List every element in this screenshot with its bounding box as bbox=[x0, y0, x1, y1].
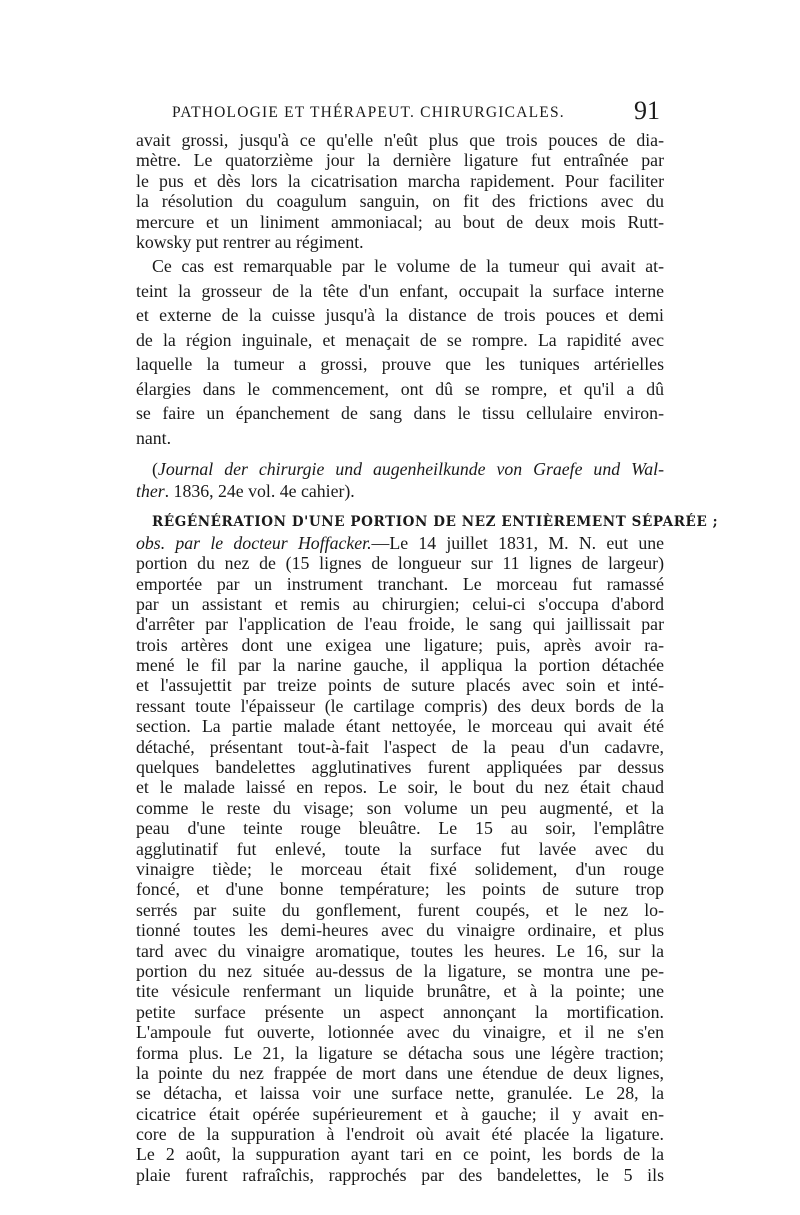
text-line: plaie furent rafraîchis, rapprochés par des bandelettes, le 5 ils bbox=[136, 1164, 664, 1185]
text-line: mètre. Le quatorzième jour la dernière ligature fut entraînée par bbox=[136, 150, 664, 171]
observation-author: obs. par le docteur Hoffacker. bbox=[136, 532, 372, 553]
text-line: élargies dans le commencement, ont dû se rompre, et qu'il a dû bbox=[136, 378, 664, 399]
text-line: teint la grosseur de la tête d'un enfant, occupait la surface interne bbox=[136, 280, 664, 301]
text-line: et l'assujettit par treize points de suture placés avec soin et inté- bbox=[136, 675, 664, 696]
text-line: mercure et un liniment ammoniacal; au bout de deux mois Rutt- bbox=[136, 211, 664, 232]
observation-start: —Le 14 juillet 1831, M. N. eut une bbox=[371, 532, 664, 553]
text-line: Ce cas est remarquable par le volume de la tumeur qui avait at- bbox=[152, 256, 664, 277]
text-line: comme le reste du visage; son volume un peu augmenté, et la bbox=[136, 797, 664, 818]
citation bbox=[136, 458, 664, 502]
running-header bbox=[138, 96, 660, 126]
paragraph-2 bbox=[136, 254, 664, 450]
text-line: et le malade laissé en repos. Le soir, le bout du nez était chaud bbox=[136, 777, 664, 798]
text-line: nant. bbox=[136, 427, 172, 448]
text-line: agglutinatif fut enlevé, toute la surface fut lavée avec du bbox=[136, 838, 664, 859]
text-line: de la région inguinale, et menaçait de se rompre. La rapidité avec bbox=[136, 329, 664, 350]
page-body bbox=[136, 130, 719, 1185]
text-line: se faire un épanchement de sang dans le tissu cellulaire environ- bbox=[136, 403, 664, 424]
text-line: peau d'une teinte rouge bleuâtre. Le 15 au soir, l'emplâtre bbox=[136, 818, 664, 839]
citation-line bbox=[136, 480, 664, 502]
observation-line bbox=[136, 533, 664, 553]
text-line: par un assistant et remis au chirurgien; celui-ci s'occupa d'abord bbox=[136, 593, 664, 614]
text-line: et externe de la cuisse jusqu'à la distance de trois pouces et demi bbox=[136, 305, 664, 326]
text-line: cicatrice était opérée supérieurement et à gauche; il y avait en- bbox=[136, 1103, 664, 1124]
text-line: quelques bandelettes agglutinatives furent appliquées par dessus bbox=[136, 757, 664, 778]
text-line: tionné toutes les demi-heures avec du vinaigre ordinaire, et plus bbox=[136, 920, 664, 941]
page-number: 91 bbox=[634, 96, 660, 125]
text-line: tite vésicule renfermant un liquide brunâtre, et à la pointe; une bbox=[136, 981, 664, 1002]
text-line: trois artères dont une exigea une ligature; puis, après avoir ra- bbox=[136, 634, 664, 655]
text-line: L'ampoule fut ouverte, lotionnée avec du vinaigre, et il ne s'en bbox=[136, 1022, 664, 1043]
text-line: serrés par suite du gonflement, furent coupés, et le nez lo- bbox=[136, 899, 664, 920]
text-line: détaché, présentant tout-à-fait l'aspect de la peau d'un cadavre, bbox=[136, 736, 664, 757]
text-line: portion du nez de (15 lignes de longueur sur 11 lignes de largeur) bbox=[136, 553, 664, 574]
text-line: vinaigre tiède; le morceau était fixé solidement, d'un rouge bbox=[136, 858, 664, 879]
text-line: la pointe du nez frappée de mort dans une étendue de deux lignes, bbox=[136, 1062, 664, 1083]
text-line: core de la suppuration à l'endroit où avait été placée la ligature. bbox=[136, 1124, 664, 1145]
paragraph-3 bbox=[136, 553, 664, 1185]
citation-journal: Journal der chirurgie und augenheilkunde von Graefe und Wal- bbox=[157, 459, 664, 480]
paragraph-1 bbox=[136, 130, 664, 252]
text-line: mené le fil par la narine gauche, il appliqua la portion détachée bbox=[136, 655, 664, 676]
text-line: laquelle la tumeur a grossi, prouve que les tuniques artérielles bbox=[136, 354, 664, 375]
text-line: forma plus. Le 21, la ligature se détacha sous une légère traction; bbox=[136, 1042, 664, 1063]
text-line: petite surface présente un aspect annonçant la mortification. bbox=[136, 1001, 664, 1022]
text-line: kowsky put rentrer au régiment. bbox=[136, 231, 364, 252]
citation-line bbox=[136, 458, 664, 480]
text-line: Le 2 août, la suppuration ayant tari en ce point, les bords de la bbox=[136, 1144, 664, 1165]
text-line: section. La partie malade étant nettoyée, le morceau qui avait été bbox=[136, 716, 664, 737]
text-line: avait grossi, jusqu'à ce qu'elle n'eût plus que trois pouces de dia- bbox=[136, 130, 664, 150]
citation-journal-end: ther bbox=[136, 481, 165, 502]
text-line: portion du nez située au-dessus de la ligature, se montra une pe- bbox=[136, 960, 664, 981]
text-line: foncé, et d'une bonne température; les points de suture trop bbox=[136, 879, 664, 900]
citation-open: ( bbox=[152, 459, 158, 480]
text-line: tard avec du vinaigre aromatique, toutes les heures. Le 16, sur la bbox=[136, 940, 664, 961]
text-line: le pus et dès lors la cicatrisation marcha rapidement. Pour faciliter bbox=[136, 170, 664, 191]
section bbox=[136, 512, 719, 1185]
text-line: d'arrêter par l'application de l'eau froide, le sang qui jaillissait par bbox=[136, 614, 664, 635]
running-title: PATHOLOGIE ET THÉRAPEUT. CHIRURGICALES. bbox=[172, 104, 565, 121]
text-line: la résolution du coagulum sanguin, on fit des frictions avec du bbox=[136, 191, 664, 212]
text-line: emportée par un instrument tranchant. Le morceau fut ramassé bbox=[136, 573, 664, 594]
citation-volume: . 1836, 24e vol. 4e cahier). bbox=[164, 481, 355, 502]
section-heading: RÉGÉNÉRATION D'UNE PORTION DE NEZ ENTIÈREMENT SÉPARÉE ; bbox=[152, 514, 719, 531]
text-line: ressant toute l'épaisseur (le cartilage compris) des deux bords de la bbox=[136, 695, 664, 716]
text-line: se détacha, et laissa voir une surface nette, granulée. Le 28, la bbox=[136, 1083, 664, 1104]
